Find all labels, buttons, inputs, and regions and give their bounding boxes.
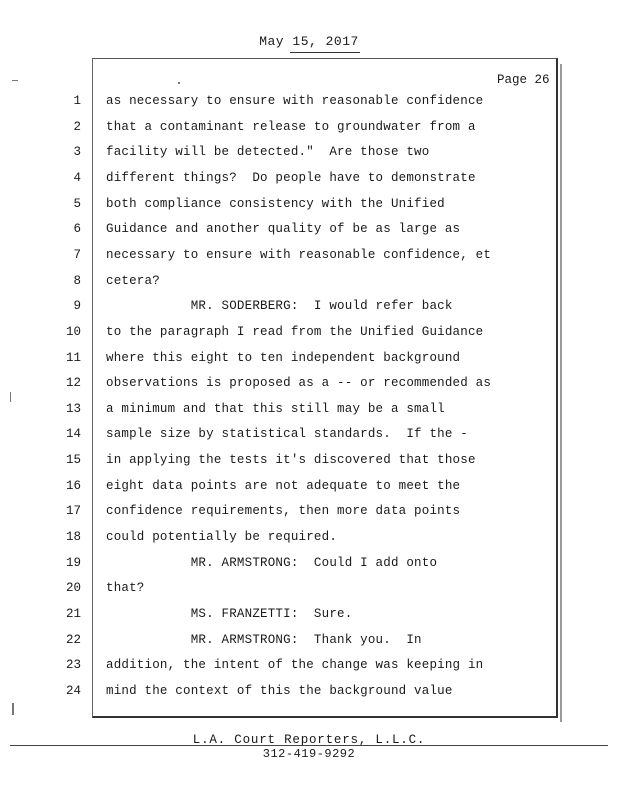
line-text: MS. FRANZETTI: Sure. bbox=[106, 607, 353, 621]
line-text: addition, the intent of the change was keeping in bbox=[106, 658, 484, 672]
line-text: that a contaminant release to groundwater from a bbox=[106, 120, 476, 134]
line-text: that? bbox=[106, 581, 145, 595]
line-number: 24 bbox=[65, 684, 81, 698]
line-text: necessary to ensure with reasonable confidence, et bbox=[106, 248, 492, 262]
header-rule bbox=[290, 52, 360, 53]
line-text: sample size by statistical standards. If the - bbox=[106, 427, 468, 441]
footer-phone: 312-419-9292 bbox=[262, 747, 356, 761]
line-text: as necessary to ensure with reasonable confidence bbox=[106, 94, 484, 108]
line-text: in applying the tests it's discovered that those bbox=[106, 453, 476, 467]
line-text: confidence requirements, then more data points bbox=[106, 504, 461, 518]
line-text: could potentially be required. bbox=[106, 530, 338, 544]
line-number: 14 bbox=[65, 427, 81, 441]
line-text: eight data points are not adequate to meet the bbox=[106, 479, 461, 493]
line-text: where this eight to ten independent background bbox=[106, 351, 461, 365]
line-text: observations is proposed as a -- or recommended as bbox=[106, 376, 492, 390]
line-text: cetera? bbox=[106, 274, 160, 288]
scan-speck bbox=[12, 80, 18, 81]
line-number: 5 bbox=[73, 197, 81, 211]
scan-speck bbox=[178, 82, 180, 84]
line-number: 19 bbox=[65, 556, 81, 570]
line-number: 20 bbox=[65, 581, 81, 595]
page-label: Page 26 bbox=[497, 73, 550, 87]
line-text: different things? Do people have to demonstrate bbox=[106, 171, 476, 185]
line-number: 1 bbox=[73, 94, 81, 108]
line-number: 8 bbox=[73, 274, 81, 288]
line-number: 12 bbox=[65, 376, 81, 390]
scan-speck bbox=[10, 392, 11, 402]
line-number: 3 bbox=[73, 145, 81, 159]
line-number: 2 bbox=[73, 120, 81, 134]
line-text: facility will be detected." Are those two bbox=[106, 145, 430, 159]
line-text: Guidance and another quality of be as large as bbox=[106, 222, 461, 236]
line-number: 23 bbox=[65, 658, 81, 672]
footer-reporter: L.A. Court Reporters, L.L.C. bbox=[192, 733, 426, 747]
line-number: 17 bbox=[65, 504, 81, 518]
line-text: MR. ARMSTRONG: Thank you. In bbox=[106, 633, 422, 647]
line-number: 10 bbox=[65, 325, 81, 339]
line-number: 7 bbox=[73, 248, 81, 262]
line-number: 9 bbox=[73, 299, 81, 313]
frame-shadow bbox=[560, 64, 562, 722]
scan-speck bbox=[12, 703, 14, 715]
line-number: 16 bbox=[65, 479, 81, 493]
line-text: a minimum and that this still may be a small bbox=[106, 402, 445, 416]
line-number: 22 bbox=[65, 633, 81, 647]
line-number: 18 bbox=[65, 530, 81, 544]
line-number: 11 bbox=[65, 351, 81, 365]
line-number: 4 bbox=[73, 171, 81, 185]
line-number: 15 bbox=[65, 453, 81, 467]
line-number: 21 bbox=[65, 607, 81, 621]
header-date: May 15, 2017 bbox=[259, 34, 359, 49]
line-text: MR. SODERBERG: I would refer back bbox=[106, 299, 453, 313]
line-text: to the paragraph I read from the Unified Guidance bbox=[106, 325, 484, 339]
line-text: MR. ARMSTRONG: Could I add onto bbox=[106, 556, 438, 570]
line-number: 6 bbox=[73, 222, 81, 236]
line-text: mind the context of this the background value bbox=[106, 684, 453, 698]
line-text: both compliance consistency with the Unified bbox=[106, 197, 445, 211]
line-number: 13 bbox=[65, 402, 81, 416]
